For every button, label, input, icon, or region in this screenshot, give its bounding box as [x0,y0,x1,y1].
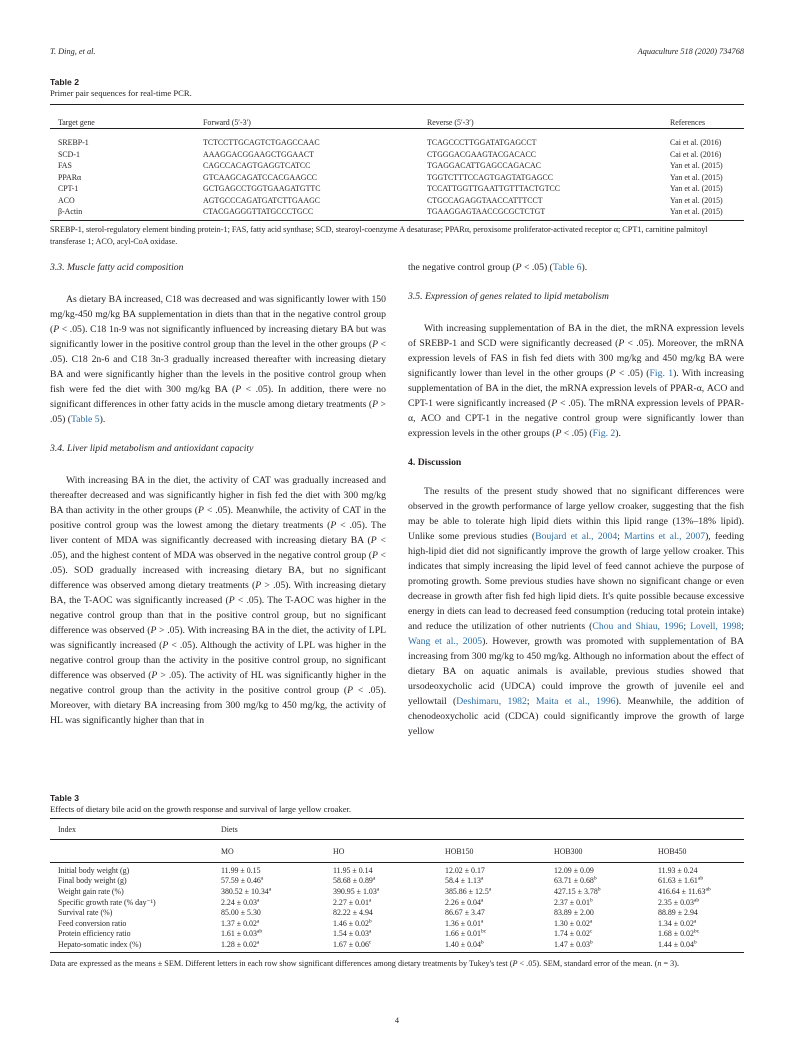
table3-value: 427.15 ± 3.78 [554,886,598,896]
table3-value: 2.35 ± 0.03 [658,897,694,907]
table2-cell: Yan et al. (2015) [670,161,723,171]
table2-cell: GTCAAGCAGATCCACGAAGCC [203,172,317,182]
table3-value-cell [437,918,546,929]
table3-significance-letter: c [589,928,593,935]
table3-value-cell [437,886,546,897]
table3-caption: Effects of dietary bile acid on the growth response and survival of large yellow croaker. [50,804,352,814]
table3-value: 1.54 ± 0.03 [333,929,369,939]
table3-significance-letter: a [480,918,484,925]
table3-value-cell [546,897,650,908]
table3-value: 2.27 ± 0.01 [333,897,369,907]
table3-index-header: Index [58,824,76,834]
table3-value-cell [546,876,650,887]
table3-value-cell [437,876,546,887]
table3-significance-letter: a [488,886,492,893]
table3-value: 82.22 ± 4.94 [333,908,373,918]
table3-row [50,862,744,876]
table3-index-cell: Hepato-somatic index (%) [58,939,142,949]
table3-value-cell [650,862,744,876]
table3-value-cell [650,897,744,908]
table2-cell: Yan et al. (2015) [670,195,723,205]
table3-diet-name: HO [333,846,345,856]
table3-value-cell [325,929,437,940]
table3-significance-letter: a [589,918,593,925]
table3-significance-letter: a [368,928,372,935]
table2-row [50,183,744,195]
table3-value: 1.61 ± 0.03 [221,929,257,939]
table3-index-cell: Specific growth rate (% day⁻¹) [58,897,156,907]
table2-body [50,133,744,218]
table3-row [50,886,744,897]
table3-diet-name: HOB150 [445,846,474,856]
table2-cell: SREBP-1 [58,138,89,148]
table3-value: 1.34 ± 0.02 [658,918,694,928]
table3-value: 58.4 ± 1.13 [445,876,481,886]
table3-diets-rule [50,839,744,840]
table3-value: 390.95 ± 1.03 [333,886,377,896]
table3-significance-letter: a [268,886,272,893]
table2-cell: Yan et al. (2015) [670,207,723,217]
table2-cell: Cai et al. (2016) [670,149,722,159]
table3-significance-letter: b [589,939,593,946]
table3-value: 57.59 ± 0.46 [221,876,261,886]
table2-footnote: SREBP-1, sterol-regulatory element binding protein-1; FAS, fatty acid synthase; SCD, stearoyl-coenzyme A desaturase; PPARα, peroxisome proliferator-activated receptor α; CPT1, carnitine palmitoyl transferase 1; ACO, acyl-CoA oxidase. [50,225,708,247]
section-3-5-paragraph: With increasing supplementation of BA in the diet, the mRNA expression levels of SREBP-1 and SCD were significantly decreased (P < .05). Moreover, the mRNA expression levels of FAS in fish fed diets with 300 mg/kg and 450 mg/kg BA were significantly lower than level in the other groups (P < .05) (Fig. 1). With increasing supplementation of BA in the diet, the mRNA expression levels of PPAR-α, ACO and CPT-1 were significantly increased (P < .05). The mRNA expression levels of PPAR-α, ACO and CPT-1 in the negative control group were significantly lower than expression levels in the other groups (P < .05) (Fig. 2). [408,323,745,439]
table2-cell: TGGTCTTTCCAGTGAGTATGAGCC [427,172,554,182]
table3-value: 11.95 ± 0.14 [333,865,373,875]
table3-value: 63.71 ± 0.68 [554,876,594,886]
table3-value: 1.47 ± 0.03 [554,939,590,949]
table2-bottom-rule [50,220,744,221]
section-3-5-title: 3.5. Expression of genes related to lipid metabolism [408,291,609,302]
table3-significance-letter: ab [697,875,704,882]
table2-col-header: References [670,117,706,127]
table3-index-cell: Feed conversion ratio [58,918,127,928]
table2-cell: Yan et al. (2015) [670,172,723,182]
table3-value-cell [546,862,650,876]
table3-significance-letter: a [256,918,260,925]
table3-value: 83.89 ± 2.00 [554,908,594,918]
table2-cell: TGAAGGAGTAACCGCGCTCTGT [427,207,546,217]
table3-significance-letter: bc [480,928,487,935]
table3-value-cell [213,918,325,929]
table3-value-cell [650,886,744,897]
table3-footnote: Data are expressed as the means ± SEM. Different letters in each row show significant differences among dietary treatments by Tukey's test (P < .05). SEM, standard error of the mean. (n = 3). [50,959,680,968]
table3-significance-letter: c [368,939,372,946]
table3-value-cell [213,907,325,918]
table2-cell: CPT-1 [58,184,79,194]
table2-row [50,172,744,184]
table2-cell: SCD-1 [58,149,80,159]
table3-value-cell [437,897,546,908]
table2-cell: PPARα [58,172,82,182]
table3-bottom-rule [50,952,744,953]
table3-value-cell [546,886,650,897]
table3-significance-letter: b [368,918,372,925]
table2-header-rule [50,128,744,129]
table3-index-cell: Initial body weight (g) [58,865,130,875]
table3-value-cell [325,862,437,876]
table3-value: 1.37 ± 0.02 [221,918,257,928]
table3-significance-letter: a [480,875,484,882]
table3-value-cell [325,918,437,929]
table3-significance-letter: ab [705,886,711,893]
table3-significance-letter: a [693,918,697,925]
table2-cell: TGAGGACATTGAGCCAGACAC [427,161,541,171]
table2-row [50,195,744,207]
citation-link[interactable]: Wang et al., 2005 [408,636,483,647]
table3-value: 61.63 ± 1.61 [658,876,698,886]
table3-value-cell [650,876,744,887]
table2-cell: GCTGAGCCTGGTGAAGATGTTC [203,184,321,194]
table3-value: 1.36 ± 0.01 [445,918,481,928]
table2 [50,111,744,218]
table3-row [50,897,744,908]
fig1-link[interactable]: Fig. 1 [649,368,674,379]
table2-cell: AGTGCCCAGATGATCTTGAAGC [203,195,321,205]
table3-significance-letter: a [256,939,260,946]
table3-value: 380.52 ± 10.34 [221,886,269,896]
table2-cell: TCAGCCCTTGGATATGAGCCT [427,138,537,148]
table3-significance-letter: a [372,875,376,882]
table2-cell: CTGCCAGAGGTAACCATTTCCT [427,195,543,205]
table2-top-rule [50,104,744,105]
table3-row [50,907,744,918]
table3-diet-name: MO [221,846,234,856]
table2-caption: Primer pair sequences for real-time PCR. [50,88,192,98]
table3-value-cell [213,862,325,876]
citation-link[interactable]: Boujard et al., 2004 [535,531,618,542]
table3-index-cell: Survival rate (%) [58,908,113,918]
citation-link[interactable]: Deshimaru, 1982 [456,696,527,707]
table2-col-header: Forward (5′-3′) [203,117,251,127]
table3-significance-letter: bc [693,928,700,935]
table3-value: 1.68 ± 0.02 [658,929,694,939]
table3-value-cell [437,929,546,940]
table3-significance-letter: b [480,939,484,946]
table3-index-cell: Final body weight (g) [58,876,127,886]
table3-value: 88.89 ± 2.94 [658,908,698,918]
discussion-paragraph: The results of the present study showed that no significant differences were observed in the growth performance of large yellow croaker, suggesting that the fish may be able to tolerate high lipid diets within this lipid range (13%–18% lipid). Unlike some previous studies (Boujard et al., 2004; Martins et al., 2007), feeding high-lipid diet did not significantly improve the growth of large yellow croaker. This indicates that simply increasing the lipid level of feed cannot achieve the purpose of promoting growth. Some previous studies have shown no significant change or even decrease in growth after fish fed high lipid diets. It's quite possible because excessive energy in diets can lead to decreased feed consumption (reducing total protein intake) and reduce the utilization of other nutrients (Chou and Shiau, 1996; Lovell, 1998; Wang et al., 2005). However, growth was promoted with supplementation of BA increasing from 300 mg/kg to 450 mg/kg. Although no information about the effect of dietary BA on aquatic animals is available, previous studies showed that ursodeoxycholic acid (UDCA) could improve the growth of juvenile eel and yellowtail (Deshimaru, 1982; Maita et al., 1996). Meanwhile, the addition of chenodeoxycholic acid (CDCA) could significantly improve the growth of large yellow [408,486,745,737]
table3-value: 12.09 ± 0.09 [554,865,594,875]
table3-significance-letter: a [368,896,372,903]
table2-col-header: Target gene [58,117,95,127]
table3-value: 11.99 ± 0.15 [221,865,261,875]
table6-link[interactable]: Table 6 [552,262,582,273]
table3-value: 2.24 ± 0.03 [221,897,257,907]
section-3-3-title: 3.3. Muscle fatty acid composition [50,262,184,273]
table3-value-cell [437,907,546,918]
table3-diets-header: Diets [221,824,238,834]
section-3-3-paragraph: As dietary BA increased, C18 was decreased and was significantly lower with 150 mg/kg-450 mg/kg BA supplementation in diets than that in the negative control group (P < .05). C18 1n-9 was not significantly influenced by increasing dietary BA but was significantly lower in the positive control group than the level in the other groups (P < .05). C18 2n-6 and C18 3n-3 gradually increased thereafter with increasing dietary BA and were significantly higher than the levels in the positive control group when fish were fed the diet with 300 mg/kg BA (P < .05). In addition, there were no significant differences in other fatty acids in the muscle among dietary treatments (P > .05) (Table 5). [50,294,386,425]
table3-value-cell [325,886,437,897]
table2-row [50,133,744,149]
table2-cell: CTGGGACGAAGTACGACACC [427,149,536,159]
table2-cell: Yan et al. (2015) [670,184,723,194]
table3-value-cell [213,939,325,950]
table2-cell: CTACGAGGGTTATGCCCTGCC [203,207,314,217]
table3-row [50,918,744,929]
table3-value-cell [213,897,325,908]
table3-value: 1.30 ± 0.02 [554,918,590,928]
table3-value: 12.02 ± 0.17 [445,865,485,875]
table3-caption-block [50,793,351,815]
table3-value: 86.67 ± 3.47 [445,908,485,918]
table3-value-cell [213,886,325,897]
page-number: 4 [394,1016,400,1025]
table2-caption-block [50,77,192,99]
section-3-4-paragraph: With increasing BA in the diet, the activity of CAT was gradually increased and thereafter decreased and was significantly higher in fish fed the diet with 300 mg/kg BA than activity in the other groups (P < .05). Meanwhile, the activity of CAT in the positive control group was the lowest among the dietary treatments (P < .05). The liver content of MDA was significantly decreased with increasing dietary BA (P < .05), and the highest content of MDA was observed in the negative control group (P < .05). SOD gradually increased with increasing dietary BA, but no significant difference was observed among dietary treatments (P > .05). With increasing dietary BA, the T-AOC was significantly increased (P < .05). The T-AOC was higher in the negative control group than that in the positive control group, but no significant difference was observed (P > .05). With increasing BA in the diet, the activity of LPL was significantly increased (P < .05). Although the activity of LPL was higher in the negative control group than the activity in the positive control group, no significant difference was observed (P > .05). The activity of HL was significantly higher in the negative control group than the activity in the positive control group (P < .05). Moreover, with dietary BA increasing from 300 mg/kg to 450 mg/kg, the activity of HL was significantly higher than that in [50,475,386,726]
fig2-link[interactable]: Fig. 2 [592,428,616,439]
table3-value-cell [546,929,650,940]
table5-link[interactable]: Table 5 [70,414,100,425]
section-3-4-continuation: the negative control group (P < .05) (Table 6). [408,262,588,273]
table3-value-cell [325,939,437,950]
table3-row [50,876,744,887]
table3-body [50,862,744,950]
table3-header-rule [50,862,744,863]
table3-value: 2.26 ± 0.04 [445,897,481,907]
table3-index-cell: Protein efficiency ratio [58,929,131,939]
table3-value: 385.86 ± 12.5 [445,886,489,896]
table2-row [50,206,744,218]
table3-value-cell [650,907,744,918]
table3-value-cell [650,929,744,940]
table3-significance-letter: ab [693,896,700,903]
table3-value: 2.37 ± 0.01 [554,897,590,907]
section-4-title: 4. Discussion [408,457,462,468]
table2-cell: FAS [58,161,72,171]
running-header-journal: Aquaculture 518 (2020) 734768 [637,47,744,56]
table3-value-cell [325,907,437,918]
table3-value-cell [546,939,650,950]
table3-significance-letter: b [693,939,697,946]
table3-value-cell [213,876,325,887]
table2-header-row [50,111,744,133]
table3-label: Table 3 [50,793,79,803]
table3-row [50,929,744,940]
right-column [408,260,744,739]
table3-significance-letter: b [593,875,597,882]
table2-cell: ACO [58,195,75,205]
table3-diet-name: HOB300 [554,846,583,856]
citation-link[interactable]: Lovell, 1998 [690,621,742,632]
table2-cell: β-Actin [58,207,83,217]
table3-value: 58.68 ± 0.89 [333,876,373,886]
table2-cell: TCCATTGGTTGAATTGTTTACTGTCC [427,184,561,194]
table3-value: 11.93 ± 0.24 [658,865,698,875]
table3-significance-letter: a [376,886,380,893]
table2-col-header: Reverse (5′-3′) [427,117,474,127]
table3-value: 1.74 ± 0.02 [554,929,590,939]
table3-value-cell [650,939,744,950]
table3-index-cell: Weight gain rate (%) [58,886,124,896]
table2-label: Table 2 [50,77,79,87]
table3-value: 1.66 ± 0.01 [445,929,481,939]
table3 [50,818,744,950]
table2-cell: TCTCCTTGCAGTCTGAGCCAAC [203,138,320,148]
table3-value-cell [546,907,650,918]
table3-value-cell [325,876,437,887]
citation-link[interactable]: Maita et al., 1996 [535,696,616,707]
table3-significance-letter: a [480,896,484,903]
table3-value-cell [546,918,650,929]
table2-cell: AAAGGACGGAAGCTGGAACT [203,149,314,159]
table3-value-cell [213,929,325,940]
table3-significance-letter: a [260,875,264,882]
table3-value: 1.28 ± 0.02 [221,939,257,949]
table3-value-cell [437,862,546,876]
section-3-4-title: 3.4. Liver lipid metabolism and antioxidant capacity [50,443,254,454]
table3-value: 1.44 ± 0.04 [658,939,694,949]
table3-value: 1.67 ± 0.06 [333,939,369,949]
table2-row [50,149,744,161]
citation-link[interactable]: Chou and Shiau, 1996 [592,621,684,632]
table3-value-cell [650,918,744,929]
table3-significance-letter: a [256,896,260,903]
table3-value: 1.46 ± 0.02 [333,918,369,928]
table3-row [50,939,744,950]
table3-value-cell [325,897,437,908]
table3-value: 85.00 ± 5.30 [221,908,261,918]
table3-diet-names-row [50,840,744,862]
table3-significance-letter: b [597,886,601,893]
table3-significance-letter: ab [256,928,263,935]
table3-value-cell [437,939,546,950]
table3-value: 416.64 ± 11.63 [658,886,706,896]
table3-header-row [50,818,744,840]
table2-cell: Cai et al. (2016) [670,138,722,148]
running-header-authors: T. Ding, et al. [50,47,96,56]
table2-row [50,160,744,172]
table3-significance-letter: b [589,896,593,903]
table3-value: 1.40 ± 0.04 [445,939,481,949]
table3-diet-name: HOB450 [658,846,687,856]
citation-link[interactable]: Martins et al., 2007 [624,531,706,542]
table2-cell: CAGCCACAGTGAGGTCATCC [203,161,311,171]
left-column [50,260,386,728]
